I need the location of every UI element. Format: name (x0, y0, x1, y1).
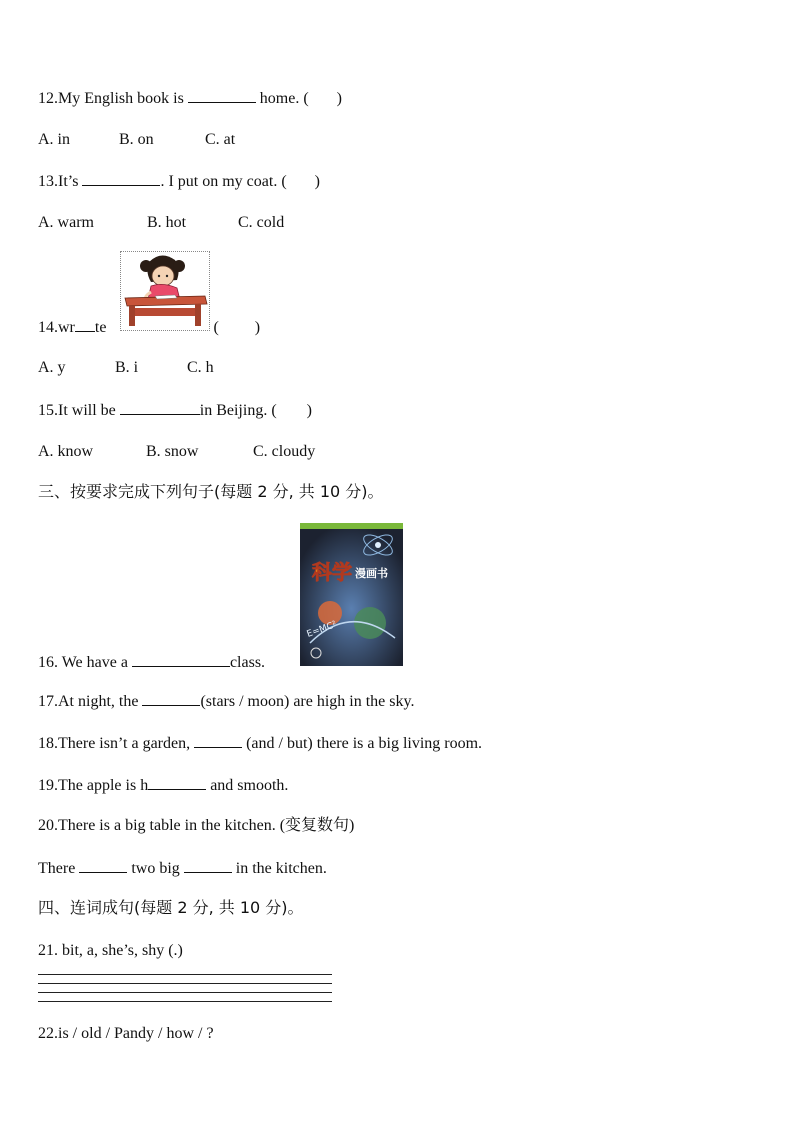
q12-stem-end: home. ( (255, 90, 309, 107)
q12-blank[interactable] (188, 88, 256, 103)
q14-stem-start: 14.wr (38, 319, 75, 336)
q18-stem-start: 18.There isn’t a garden, (38, 735, 195, 752)
writing-line (38, 992, 332, 993)
question-12 (38, 88, 342, 109)
q16-blank[interactable] (132, 652, 230, 667)
q14-blank[interactable] (75, 317, 95, 332)
book-formula: E=MC² (305, 619, 339, 640)
book-cover-illustration (300, 523, 403, 666)
q13-paren-close: ) (314, 173, 320, 190)
book-title-science: 科学 (312, 560, 352, 584)
q14-options (38, 358, 214, 378)
q17-blank[interactable] (142, 691, 200, 706)
question-22 (38, 1024, 214, 1044)
q20-stem: 20.There is a big table in the kitchen. (变复数句) (38, 817, 355, 834)
q17-stem-start: 17.At night, the (38, 693, 143, 710)
q20-blank-2[interactable] (184, 858, 232, 873)
q20-answer-end: in the kitchen. (231, 860, 327, 877)
question-19 (38, 775, 288, 796)
question-13 (38, 171, 320, 192)
q12-option-b[interactable]: B. on (119, 131, 154, 148)
q16-stem-start: 16. We have a (38, 654, 132, 671)
question-21 (38, 941, 183, 961)
question-20 (38, 816, 354, 836)
q20-answer-line (38, 858, 327, 879)
q12-options (38, 130, 235, 150)
q13-option-c[interactable]: C. cold (238, 214, 285, 231)
q22-stem: 22.is / old / Pandy / how / ? (38, 1025, 214, 1042)
writing-line (38, 974, 332, 975)
q19-stem-end: and smooth. (206, 777, 289, 794)
q21-writing-lines[interactable] (38, 974, 332, 1006)
section-4-heading: 四、连词成句(每题 2 分, 共 10 分)。 (38, 898, 304, 917)
q14-paren-open: ( (213, 319, 219, 336)
q13-option-a[interactable]: A. warm (38, 214, 94, 231)
q12-option-c[interactable]: C. at (205, 131, 236, 148)
q12-option-a[interactable]: A. in (38, 131, 70, 148)
q13-options (38, 213, 284, 233)
q17-stem-end: (stars / moon) are high in the sky. (200, 693, 415, 710)
q15-blank[interactable] (120, 400, 200, 415)
q21-stem: 21. bit, a, she’s, shy (.) (38, 942, 183, 959)
q12-stem-start: 12.My English book is (38, 90, 188, 107)
q15-option-c[interactable]: C. cloudy (253, 443, 316, 460)
q14-paren-close: ) (254, 319, 261, 336)
section-3-heading: 三、按要求完成下列句子(每题 2 分, 共 10 分)。 (38, 482, 384, 501)
question-15 (38, 400, 312, 421)
writing-line (38, 1001, 332, 1002)
q20-answer-middle: two big (127, 860, 184, 877)
q14-stem-end: te (94, 319, 107, 336)
q14-option-c[interactable]: C. h (187, 359, 214, 376)
q15-option-a[interactable]: A. know (38, 443, 94, 460)
q18-blank[interactable] (194, 733, 242, 748)
writing-line (38, 983, 332, 984)
q18-stem-end: (and / but) there is a big living room. (242, 735, 483, 752)
question-17 (38, 691, 414, 712)
q14-option-a[interactable]: A. y (38, 359, 66, 376)
q13-stem-end: . I put on my coat. ( (160, 173, 287, 190)
q14-option-b[interactable]: B. i (115, 359, 139, 376)
question-16 (38, 652, 265, 673)
q15-stem-end: in Beijing. ( (199, 402, 277, 419)
q19-stem-start: 19.The apple is h (38, 777, 149, 794)
q20-answer-start: There (38, 860, 80, 877)
q13-stem-start: 13.It’s (38, 173, 83, 190)
q12-paren-close: ) (336, 90, 342, 107)
q15-options (38, 442, 315, 462)
q15-stem-start: 15.It will be (38, 402, 120, 419)
question-18 (38, 733, 482, 754)
q15-option-b[interactable]: B. snow (146, 443, 199, 460)
q16-stem-end: class. (229, 654, 266, 671)
science-comic-book-cover (300, 523, 403, 666)
q13-blank[interactable] (82, 171, 160, 186)
q19-blank[interactable] (148, 775, 206, 790)
book-title-comic: 漫画书 (355, 567, 388, 580)
q15-paren-close: ) (306, 402, 312, 419)
q13-option-b[interactable]: B. hot (147, 214, 187, 231)
question-14 (38, 317, 260, 338)
q20-blank-1[interactable] (79, 858, 127, 873)
